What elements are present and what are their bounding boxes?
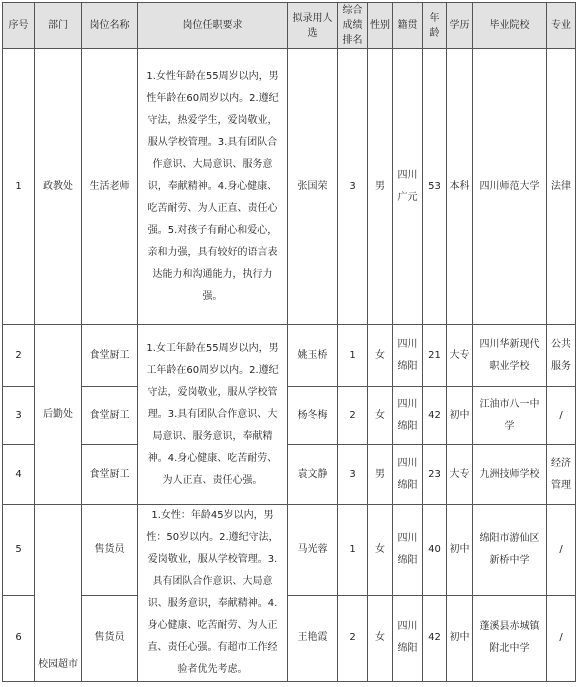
cell-sex: 女 [368,325,393,387]
cell-post: 食堂厨工 [82,445,138,505]
header-cell-req: 岗位任职要求 [138,3,288,49]
header-cell-origin: 籍贯 [393,3,423,49]
cell-name: 杨冬梅 [288,387,338,445]
table-row [3,595,576,682]
cell-age: 42 [423,387,447,445]
cell-origin: 四川广元 [393,49,423,325]
header-cell-dept: 部门 [35,3,82,49]
cell-sex: 女 [368,595,393,682]
cell-sex: 男 [368,49,393,325]
cell-no: 5 [3,505,35,596]
cell-no: 3 [3,387,35,445]
cell-post: 生活老师 [82,49,138,325]
cell-major: 公共服务 [547,325,576,387]
cell-age: 53 [423,49,447,325]
cell-origin: 四川绵阳 [393,387,423,445]
cell-post: 售货员 [82,505,138,596]
cell-edu: 初中 [447,505,473,596]
cell-sex: 女 [368,505,393,596]
cell-rank: 2 [338,595,368,682]
cell-major: / [547,505,576,596]
cell-major: 经济管理 [547,445,576,505]
cell-no: 6 [3,595,35,682]
cell-name: 张国荣 [288,49,338,325]
cell-major: / [547,387,576,445]
cell-edu: 初中 [447,595,473,682]
cell-edu: 初中 [447,387,473,445]
cell-rank: 2 [338,387,368,445]
cell-major: 法律 [547,49,576,325]
cell-no: 2 [3,325,35,387]
cell-no: 1 [3,49,35,325]
cell-school: 四川师范大学 [473,49,547,325]
cell-name: 姚玉桥 [288,325,338,387]
table-row [3,49,576,325]
cell-dept: 校园超市 [35,505,82,682]
cell-rank: 1 [338,325,368,387]
table-row [3,505,576,596]
cell-edu: 本科 [447,49,473,325]
cell-req: 1.女性：年龄45岁以内，男性：50岁以内。2.遵纪守法，爱岗敬业，服从学校管理。3.具有团队合作意识、大局意识、服务意识，奉献精神。4.身心健康、吃苦耐劳、为人正直、责任心强。有超市工作经验者优先考虑。 [138,505,288,682]
cell-edu: 大专 [447,325,473,387]
cell-sex: 女 [368,387,393,445]
table-row [3,445,576,505]
cell-sex: 男 [368,445,393,505]
cell-rank: 3 [338,49,368,325]
cell-post: 食堂厨工 [82,387,138,445]
header-cell-no: 序号 [3,3,35,49]
cell-edu: 大专 [447,445,473,505]
header-cell-edu: 学历 [447,3,473,49]
cell-school: 九洲技师学校 [473,445,547,505]
header-cell-name: 拟录用人选 [288,3,338,49]
cell-school: 绵阳市游仙区新桥中学 [473,505,547,596]
cell-dept: 后勤处 [35,325,82,505]
cell-req: 1.女性年龄在55周岁以内，男性年龄在60周岁以内。2.遵纪守法，热爱学生，爱岗敬业，服从学校管理。3.具有团队合作意识、大局意识、服务意识，奉献精神。4.身心健康、吃苦耐劳、为人正直、责任心强。5.对孩子有耐心和爱心，亲和力强，具有较好的语言表达能力和沟通能力，执行力强。 [138,49,288,325]
cell-origin: 四川绵阳 [393,445,423,505]
cell-school: 四川华新现代职业学校 [473,325,547,387]
recruitment-table [2,2,576,682]
cell-rank: 1 [338,505,368,596]
cell-name: 马光蓉 [288,505,338,596]
table-row [3,387,576,445]
cell-school: 蓬溪县赤城镇附北中学 [473,595,547,682]
cell-age: 42 [423,595,447,682]
cell-school: 江油市八一中学 [473,387,547,445]
cell-req: 1.女工年龄在55周岁以内，男工年龄在60周岁以内。2.遵纪守法，爱岗敬业，服从学校管理。3.具有团队合作意识、大局意识、服务意识，奉献精神。4.身心健康、吃苦耐劳、为人正直、责任心强。 [138,325,288,505]
cell-major: / [547,595,576,682]
cell-post: 食堂厨工 [82,325,138,387]
header-cell-rank: 综合成绩排名 [338,3,368,49]
header-row [3,3,576,49]
cell-origin: 四川绵阳 [393,505,423,596]
cell-age: 23 [423,445,447,505]
cell-rank: 3 [338,445,368,505]
cell-no: 4 [3,445,35,505]
cell-origin: 四川绵阳 [393,325,423,387]
header-cell-post: 岗位名称 [82,3,138,49]
cell-name: 王艳霞 [288,595,338,682]
cell-age: 21 [423,325,447,387]
header-cell-age: 年龄 [423,3,447,49]
table-row [3,325,576,387]
header-cell-school: 毕业院校 [473,3,547,49]
cell-post: 售货员 [82,595,138,682]
cell-name: 袁文静 [288,445,338,505]
header-cell-sex: 性别 [368,3,393,49]
header-cell-major: 专业 [547,3,576,49]
cell-origin: 四川绵阳 [393,595,423,682]
cell-age: 40 [423,505,447,596]
cell-dept: 政教处 [35,49,82,325]
